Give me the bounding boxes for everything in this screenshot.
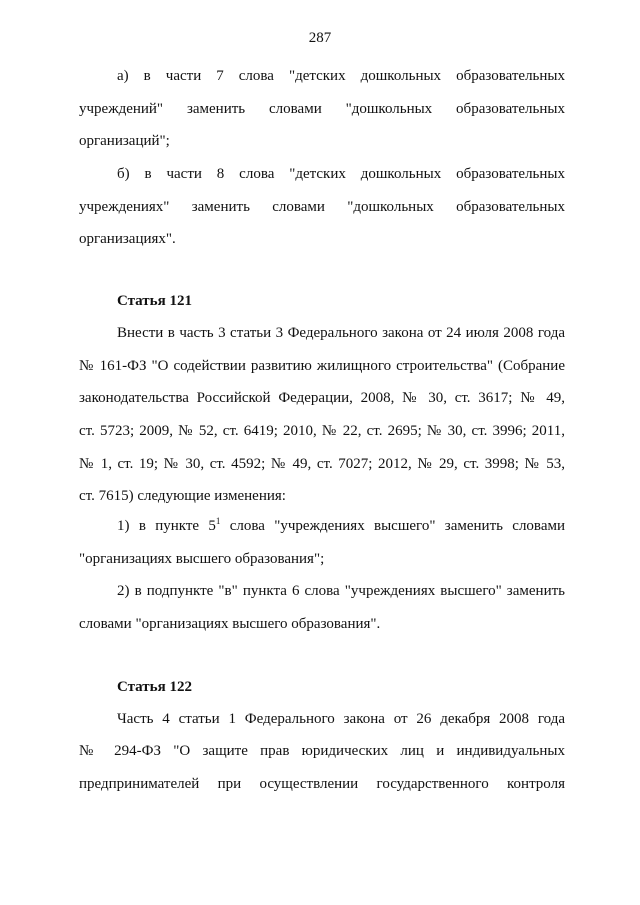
item-a-line-3: организаций"; bbox=[79, 133, 170, 149]
item-b-line-3: организациях". bbox=[79, 231, 176, 247]
article-122-line-1: Часть 4 статьи 1 Федерального закона от 26 декабря 2008 года bbox=[117, 711, 565, 727]
article-121-heading: Статья 121 bbox=[117, 293, 192, 309]
item-1-prefix: 1) в пункте 5 bbox=[117, 518, 216, 534]
item-b-line-2: учреждениях" заменить словами "дошкольных образовательных bbox=[79, 199, 565, 215]
article-122-line-2: № 294-ФЗ "О защите прав юридических лиц и индивидуальных bbox=[79, 743, 565, 759]
article-121-item-1-line-2: "организациях высшего образования"; bbox=[79, 551, 325, 567]
article-121-item-1-line-1 bbox=[117, 516, 565, 536]
article-121-intro-line-1: Внести в часть 3 статьи 3 Федерального закона от 24 июля 2008 года bbox=[117, 325, 565, 341]
item-a-line-2: учреждений" заменить словами "дошкольных образовательных bbox=[79, 101, 565, 117]
article-121-item-2-line-1: 2) в подпункте "в" пункта 6 слова "учреждениях высшего" заменить bbox=[117, 583, 565, 599]
item-1-rest: слова "учреждениях высшего" заменить словами bbox=[220, 518, 565, 534]
article-122-line-3: предпринимателей при осуществлении государственного контроля bbox=[79, 776, 565, 792]
article-122-heading: Статья 122 bbox=[117, 679, 192, 695]
item-1-superscript: 1 bbox=[215, 516, 221, 526]
article-121-intro-line-3: законодательства Российской Федерации, 2008, № 30, ст. 3617; № 49, bbox=[79, 390, 565, 406]
item-a-line-1: а) в части 7 слова "детских дошкольных образовательных bbox=[117, 68, 565, 84]
article-121-intro-line-2: № 161-ФЗ "О содействии развитию жилищного строительства" (Собрание bbox=[79, 358, 565, 374]
article-121-intro-line-4: ст. 5723; 2009, № 52, ст. 6419; 2010, № 22, ст. 2695; № 30, ст. 3996; 2011, bbox=[79, 423, 565, 439]
article-121-intro-line-6: ст. 7615) следующие изменения: bbox=[79, 488, 286, 504]
page-number: 287 bbox=[308, 30, 332, 46]
item-b-line-1: б) в части 8 слова "детских дошкольных образовательных bbox=[117, 166, 565, 182]
article-121-intro-line-5: № 1, ст. 19; № 30, ст. 4592; № 49, ст. 7027; 2012, № 29, ст. 3998; № 53, bbox=[79, 456, 565, 472]
article-121-item-2-line-2: словами "организациях высшего образования". bbox=[79, 616, 381, 632]
